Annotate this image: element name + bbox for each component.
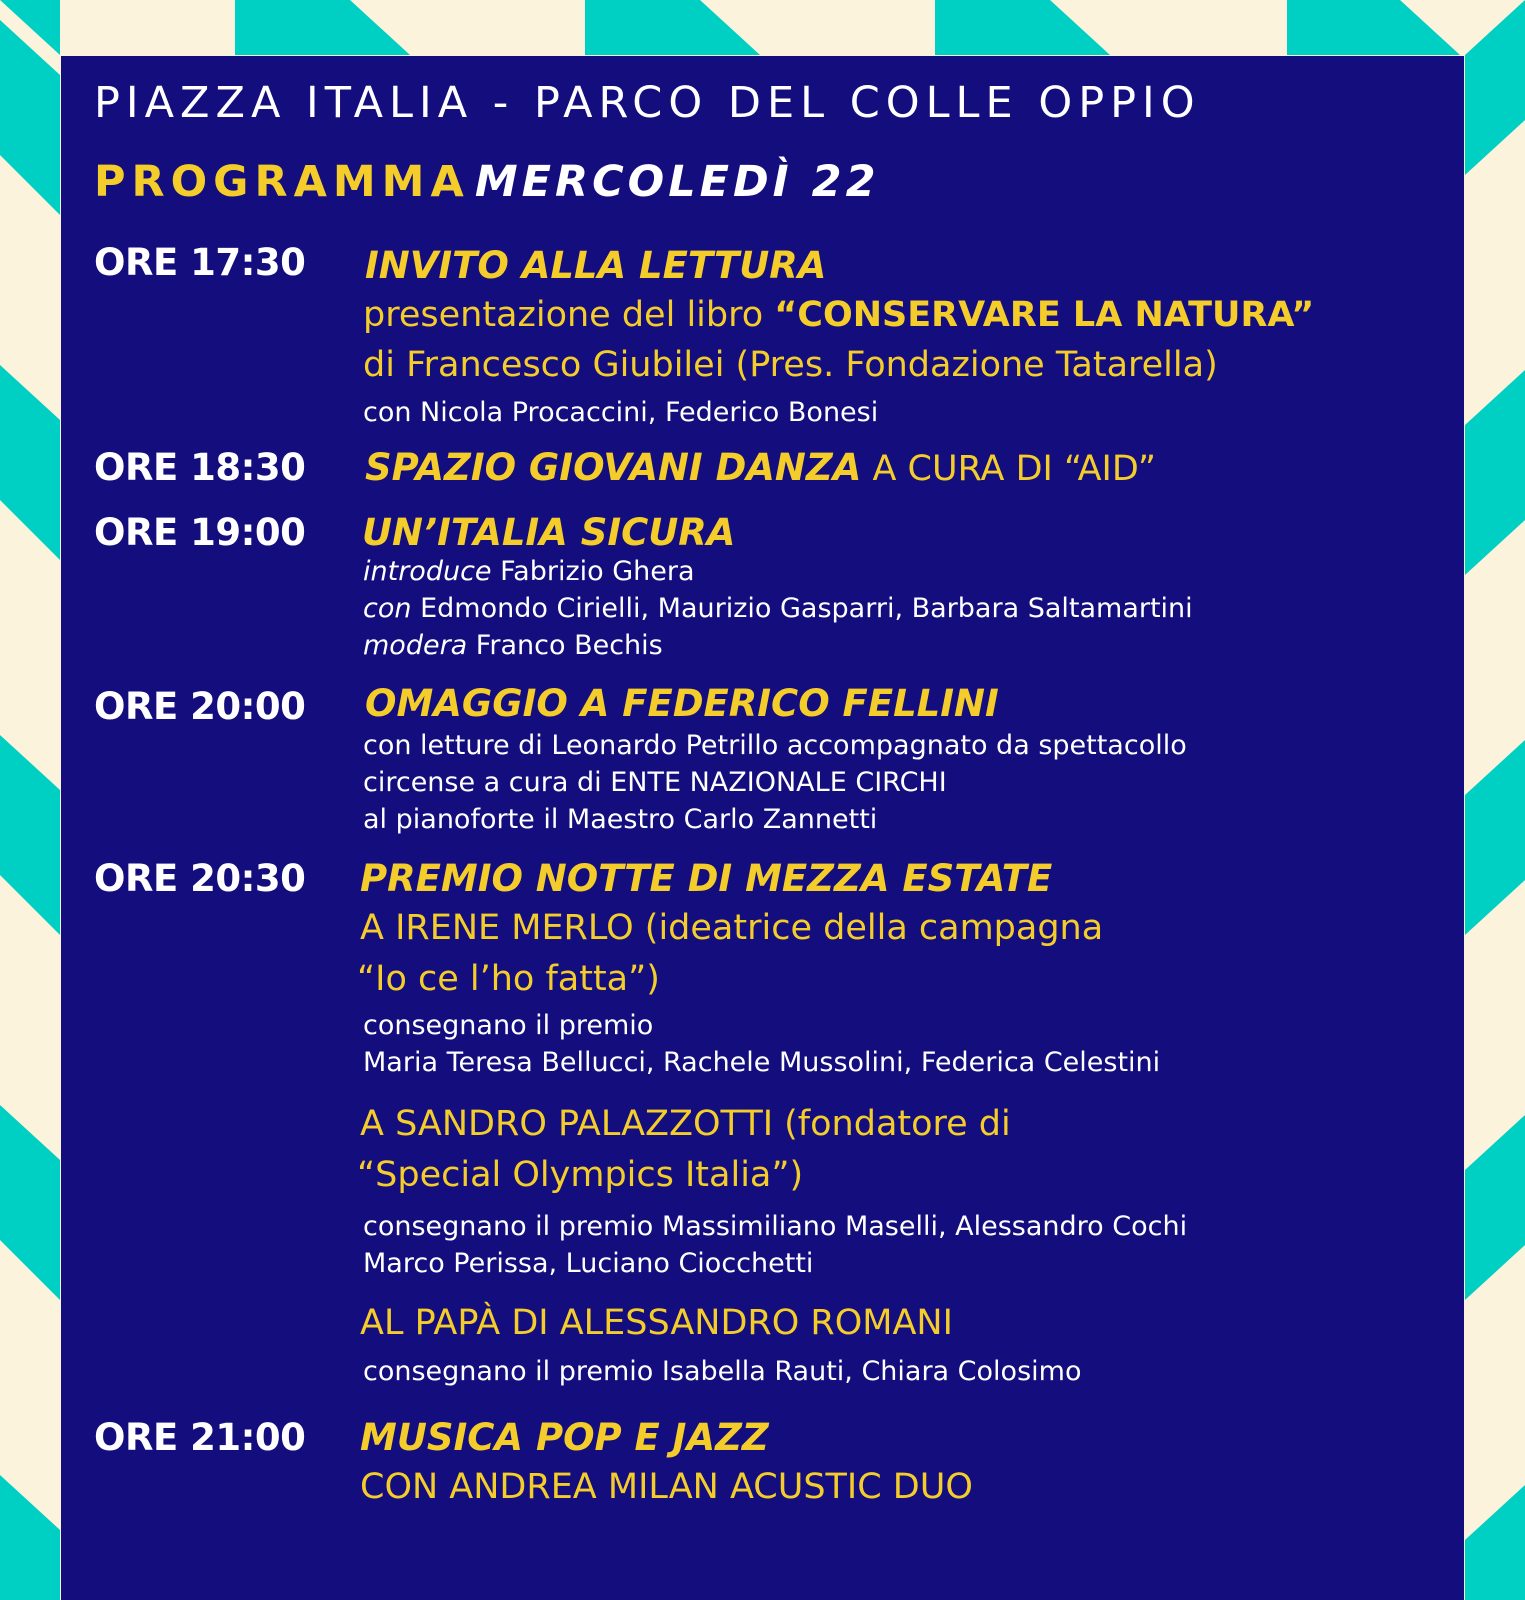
event-line: al pianoforte il Maestro Carlo Zannetti: [363, 804, 878, 835]
award-line: consegnano il premio Isabella Rauti, Chiara Colosimo: [363, 1356, 1082, 1387]
award-line: Marco Perissa, Luciano Ciocchetti: [363, 1248, 814, 1279]
event-line-part: presentazione del libro: [363, 295, 775, 335]
program-label: PROGRAMMA: [94, 157, 470, 207]
event-line: [363, 295, 1314, 335]
event-time: ORE 21:00: [94, 1416, 306, 1459]
event-title: SPAZIO GIOVANI DANZA: [365, 446, 862, 489]
names: Fabrizio Ghera: [491, 556, 695, 587]
event-line: circense a cura di ENTE NAZIONALE CIRCHI: [363, 767, 947, 798]
venue-title: PIAZZA ITALIA - PARCO DEL COLLE OPPIO: [94, 78, 1201, 128]
event-title: PREMIO NOTTE DI MEZZA ESTATE: [360, 857, 1053, 900]
event-line: CON ANDREA MILAN ACUSTIC DUO: [360, 1467, 973, 1507]
award-line: Maria Teresa Bellucci, Rachele Mussolini, Federica Celestini: [363, 1047, 1161, 1078]
event-title: MUSICA POP E JAZZ: [360, 1416, 769, 1459]
award-line: A SANDRO PALAZZOTTI (fondatore di: [360, 1104, 1011, 1144]
event-time: ORE 18:30: [94, 446, 306, 489]
role-label: con: [363, 593, 412, 624]
program-day: MERCOLEDÌ 22: [474, 157, 880, 207]
event-line: [363, 556, 695, 587]
program-heading: [94, 157, 880, 207]
event-line: [363, 593, 1193, 624]
names: Edmondo Cirielli, Maurizio Gasparri, Barbara Saltamartini: [411, 593, 1193, 624]
event-title: UN’ITALIA SICURA: [362, 511, 736, 554]
event-title-suffix: A CURA DI “AID”: [861, 449, 1157, 489]
event-line: con Nicola Procaccini, Federico Bonesi: [363, 397, 879, 428]
event-title: INVITO ALLA LETTURA: [365, 244, 827, 287]
event-line: con letture di Leonardo Petrillo accompagnato da spettacollo: [363, 730, 1187, 761]
event-title: OMAGGIO A FEDERICO FELLINI: [365, 682, 999, 725]
award-line: consegnano il premio Massimiliano Maselli, Alessandro Cochi: [363, 1211, 1188, 1242]
award-line: consegnano il premio: [363, 1010, 654, 1041]
award-line: “Special Olympics Italia”): [357, 1155, 804, 1195]
names: Franco Bechis: [467, 630, 663, 661]
role-label: modera: [363, 630, 468, 661]
event-time: ORE 20:30: [94, 857, 306, 900]
award-line: “Io ce l’ho fatta”): [357, 959, 660, 999]
event-time: ORE 20:00: [94, 685, 306, 728]
award-line: A IRENE MERLO (ideatrice della campagna: [360, 908, 1104, 948]
book-title: “CONSERVARE LA NATURA”: [774, 295, 1315, 335]
event-line: [363, 630, 663, 661]
event-time: ORE 19:00: [94, 511, 306, 554]
event-time: ORE 17:30: [94, 241, 306, 284]
role-label: introduce: [363, 556, 492, 587]
event-line: di Francesco Giubilei (Pres. Fondazione Tatarella): [363, 345, 1218, 385]
award-line: AL PAPÀ DI ALESSANDRO ROMANI: [360, 1303, 953, 1343]
event-title-row: [365, 446, 1156, 489]
